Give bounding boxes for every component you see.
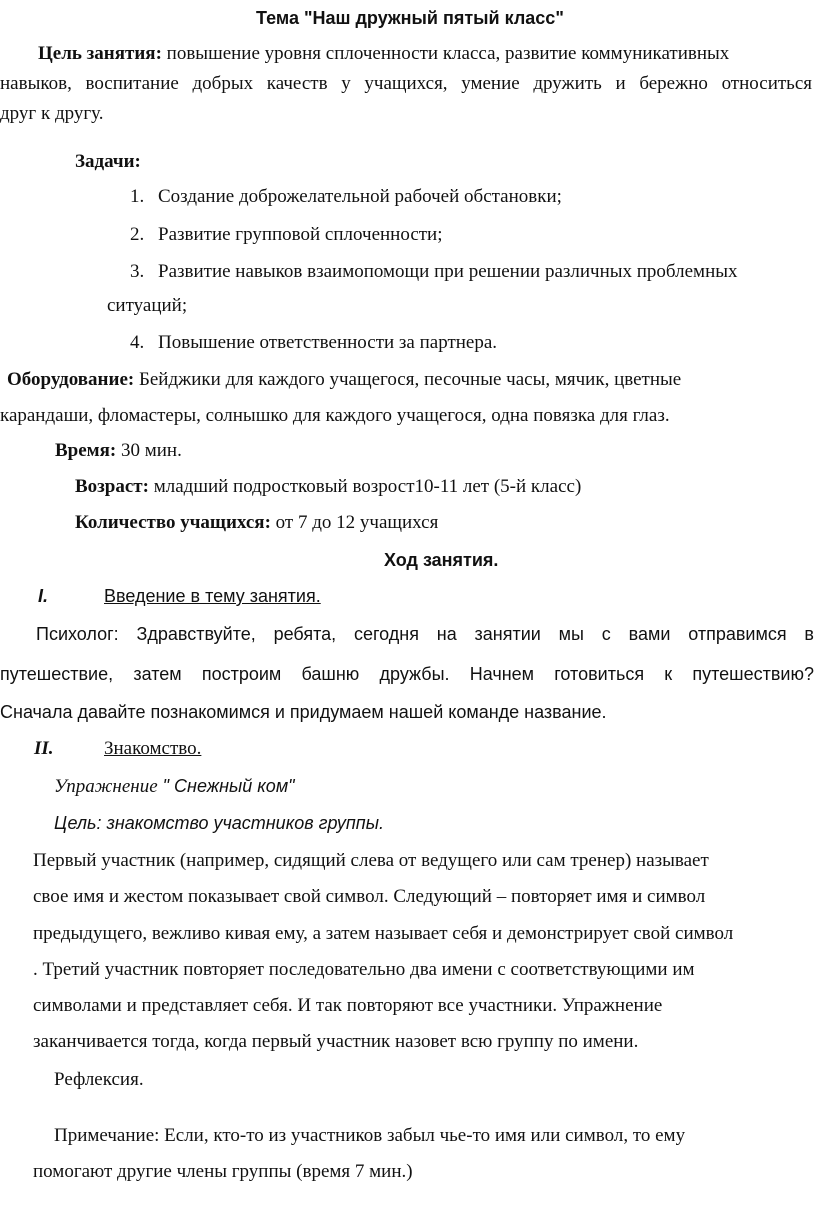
time-line <box>55 439 182 463</box>
time-label: Время: <box>55 440 117 461</box>
exercise-text-line: предыдущего, вежливо кивая ему, а затем называет себя и демонстрирует свой символ <box>33 923 734 944</box>
goal-label: Цель занятия: <box>38 43 162 64</box>
exercise-name: " Снежный ком" <box>157 776 295 796</box>
task-number: 3. <box>130 261 145 282</box>
note-line-2: помогают другие члены группы (время 7 мин.) <box>33 1161 413 1182</box>
exercise-label: Упражнение <box>54 776 158 797</box>
exercise-title <box>54 774 295 799</box>
count-label: Количество учащихся: <box>75 512 271 533</box>
section-2-title: Знакомство. <box>104 738 202 759</box>
exercise-text-line: . Третий участник повторяет последовательно два имени с соответствующими им <box>33 959 695 980</box>
section-1-text-line: Сначала давайте познакомимся и придумаем нашей команде название. <box>0 702 607 722</box>
goal-line-1 <box>38 42 729 66</box>
age-line <box>75 475 581 499</box>
task-number: 4. <box>130 332 145 353</box>
equipment-line-2: карандаши, фломастеры, солнышко для каждого учащегося, одна повязка для глаз. <box>0 405 670 426</box>
exercise-text-line: заканчивается тогда, когда первый участник назовет всю группу по имени. <box>33 1031 639 1052</box>
section-1-text-line: Психолог: Здравствуйте, ребята, сегодня на занятии мы с вами отправимся в <box>36 624 814 644</box>
exercise-goal: Цель: знакомство участников группы. <box>54 813 384 833</box>
age-value: младший подростковый возрост10-11 лет (5-й класс) <box>148 476 582 497</box>
exercise-text-line: Первый участник (например, сидящий слева от ведущего или сам тренер) называет <box>33 850 709 871</box>
task-text: Создание доброжелательной рабочей обстановки; <box>158 186 562 207</box>
time-value: 30 мин. <box>116 440 182 461</box>
goal-text: повышение уровня сплоченности класса, развитие коммуникативных <box>161 43 730 64</box>
exercise-text-line: символами и представляет себя. И так повторяют все участники. Упражнение <box>33 995 663 1016</box>
task-text: Развитие навыков взаимопомощи при решении различных проблемных <box>158 261 738 282</box>
equipment-line-1 <box>7 368 681 392</box>
task-number: 1. <box>130 186 145 207</box>
page-title: Тема "Наш дружный пятый класс" <box>256 8 564 28</box>
count-line <box>75 511 438 535</box>
reflection: Рефлексия. <box>54 1069 144 1090</box>
age-label: Возраст: <box>75 476 149 497</box>
task-text: Развитие групповой сплоченности; <box>158 224 443 245</box>
task-item <box>130 331 497 355</box>
count-value: от 7 до 12 учащихся <box>270 512 439 533</box>
course-heading: Ход занятия. <box>384 550 499 570</box>
note-line-1: Примечание: Если, кто-то из участников забыл чье-то имя или символ, то ему <box>54 1125 686 1146</box>
task-item <box>130 260 738 284</box>
tasks-heading: Задачи: <box>75 151 141 172</box>
task-number: 2. <box>130 224 145 245</box>
task-item-continuation: ситуаций; <box>107 295 188 316</box>
task-item <box>130 185 562 209</box>
section-1-text-line: путешествие, затем построим башню дружбы. Начнем готовиться к путешествию? <box>0 664 814 684</box>
equipment-text: Бейджики для каждого учащегося, песочные часы, мячик, цветные <box>134 369 682 390</box>
section-1-number: I. <box>38 586 49 606</box>
section-2-number: II. <box>34 738 54 759</box>
goal-line-3: друг к другу. <box>0 103 104 124</box>
goal-line-2: навыков, воспитание добрых качеств у учащихся, умение дружить и бережно относиться <box>0 73 812 94</box>
equipment-label: Оборудование: <box>7 369 135 390</box>
task-text: Повышение ответственности за партнера. <box>158 332 498 353</box>
section-1-title: Введение в тему занятия. <box>104 586 321 606</box>
task-item <box>130 223 443 247</box>
exercise-text-line: свое имя и жестом показывает свой символ. Следующий – повторяет имя и символ <box>33 886 706 907</box>
